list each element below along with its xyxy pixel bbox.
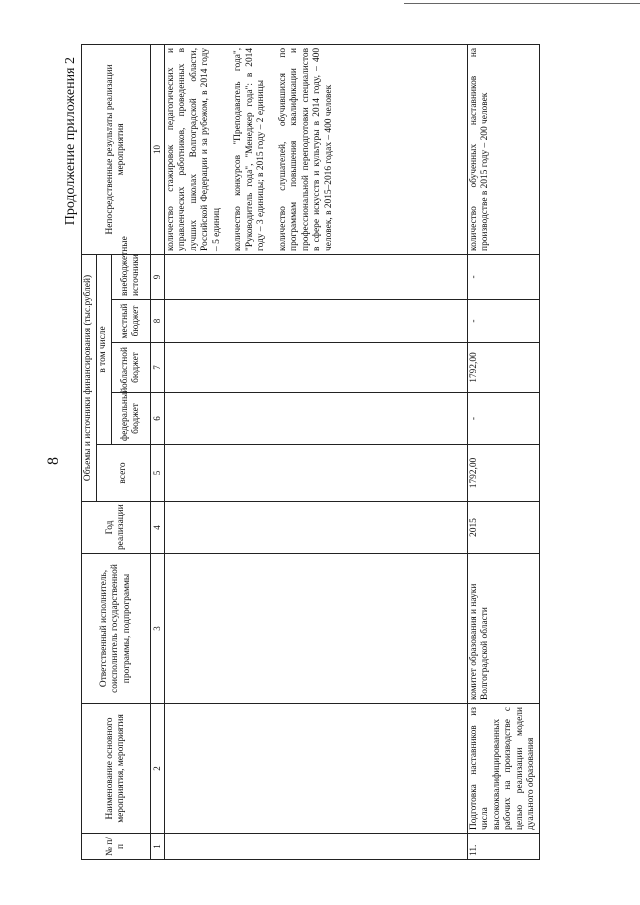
result-item: количество слушателей, обучившихся по программам повышения квалификации и профессиональной переподготовки специалистов в сфере искусств и культуры в 2014 году, – 400 человек, в 2015–2016 годах – 400 человек xyxy=(277,47,334,251)
col-number: 7 xyxy=(151,343,165,393)
header-year: Год реализации xyxy=(82,502,151,554)
header-including: в том числе xyxy=(97,254,112,444)
page-number: 8 xyxy=(45,457,62,465)
col-number: 1 xyxy=(151,834,165,860)
col-number: 9 xyxy=(151,254,165,299)
col-number: 3 xyxy=(151,554,165,704)
result-text: количество обученных наставников на производстве в 2015 году – 200 человек xyxy=(468,44,540,254)
header-results: Непосредственные результаты реализации мероприятия xyxy=(82,44,151,254)
header-regional: областной бюджет xyxy=(112,343,151,393)
col-number: 8 xyxy=(151,300,165,343)
continuation-heading: Продолжение приложения 2 xyxy=(63,57,78,226)
header-federal: федеральный бюджет xyxy=(112,393,151,445)
financing-table xyxy=(81,44,540,860)
table-row-11 xyxy=(468,44,540,859)
header-local: местный бюджет xyxy=(112,300,151,343)
total-amount: 1792,00 xyxy=(468,445,540,502)
federal-amount: - xyxy=(468,393,540,445)
rotated-page-content xyxy=(64,45,640,860)
measure-name: Подготовка наставников из числа высококвалифицированных рабочих на производстве с целью реализации модели дуального образования xyxy=(468,704,540,834)
header-num: № п/п xyxy=(82,834,151,860)
header-funding-group: Объемы и источники финансирования (тыс.рублей) xyxy=(82,254,97,501)
regional-amount: 1792,00 xyxy=(468,343,540,393)
header-executor: Ответственный исполнитель, соисполнитель государственной программы, подпрограммы xyxy=(82,554,151,704)
local-amount: - xyxy=(468,300,540,343)
top-rule xyxy=(404,3,640,4)
column-number-row xyxy=(151,44,165,859)
year: 2015 xyxy=(468,502,540,554)
row-number: 11. xyxy=(468,834,540,860)
col-number: 4 xyxy=(151,502,165,554)
col-number: 5 xyxy=(151,445,165,502)
col-number: 6 xyxy=(151,393,165,445)
header-total: всего xyxy=(97,445,151,502)
header-extrabudget: внебюджетные источники xyxy=(112,254,151,299)
executor: комитет образования и науки Волгоградской области xyxy=(468,554,540,704)
result-item: количество стажировок педагогических и управленческих работников, проведенных в лучших школах Волгоградской области, Российской Федерации и за рубежом, в 2014 году – 5 единиц xyxy=(166,47,222,251)
continued-row xyxy=(165,44,468,859)
header-name: Наименование основного мероприятия, мероприятия xyxy=(82,704,151,834)
extrabudget-amount: - xyxy=(468,254,540,299)
result-item: количество конкурсов "Преподаватель года", "Руководитель года", "Менеджер года": в 2014 году – 3 единицы; в 2015 году – 2 единицы xyxy=(233,47,267,251)
col-number: 2 xyxy=(151,704,165,834)
col-number: 10 xyxy=(151,44,165,254)
